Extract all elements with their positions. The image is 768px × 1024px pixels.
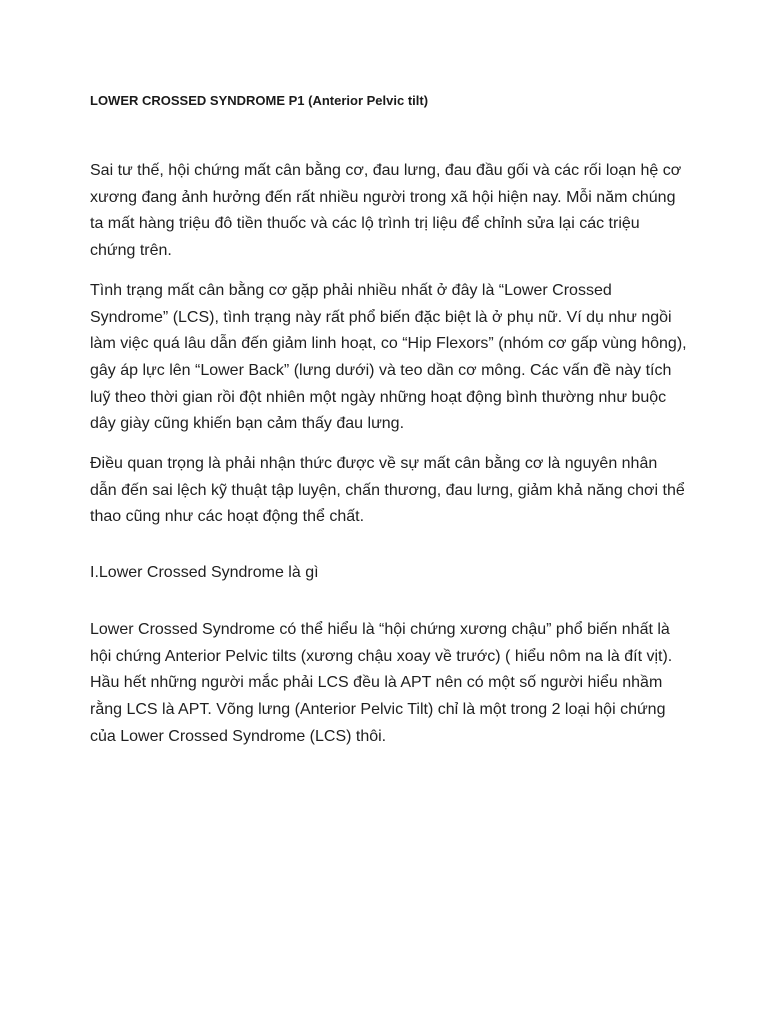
importance-paragraph: Điều quan trọng là phải nhận thức được về sự mất cân bằng cơ là nguyên nhân dẫn đến sai lệch kỹ thuật tập luyện, chấn thương, đau lưng, giảm khả năng chơi thể thao cũng như các hoạt động thể chất. [90,455,685,526]
section-paragraph: Lower Crossed Syndrome có thể hiểu là “hội chứng xương chậu” phổ biến nhất là hội chứng Anterior Pelvic tilts (xương chậu xoay về trước) ( hiểu nôm na là đít vịt). Hầu hết những người mắc phải LCS đều là APT nên có một số người hiểu nhầm rằng LCS là APT. Võng lưng (Anterior Pelvic Tilt) chỉ là một trong 2 loại hội chứng của Lower Crossed Syndrome (LCS) thôi. [90,620,673,745]
section-heading: I.Lower Crossed Syndrome là gì [90,564,319,582]
intro-paragraph: Sai tư thế, hội chứng mất cân bằng cơ, đau lưng, đau đầu gối và các rối loạn hệ cơ xương đang ảnh hưởng đến rất nhiều người trong xã hội hiện nay. Mỗi năm chúng ta mất hàng triệu đô tiền thuốc và các lộ trình trị liệu để chỉnh sửa lại các triệu chứng trên. [90,162,682,260]
document-title: LOWER CROSSED SYNDROME P1 (Anterior Pelvic tilt) [90,93,429,108]
lcs-description-paragraph: Tình trạng mất cân bằng cơ gặp phải nhiều nhất ở đây là “Lower Crossed Syndrome” (LCS), tình trạng này rất phổ biến đặc biệt là ở phụ nữ. Ví dụ như ngồi làm việc quá lâu dẫn đến giảm linh hoạt, co “Hip Flexors” (nhóm cơ gấp vùng hông), gây áp lực lên “Lower Back” (lưng dưới) và teo dần cơ mông. Các vấn đề này tích luỹ theo thời gian rồi đột nhiên một ngày những hoạt động bình thường như buộc dây giày cũng khiến bạn cảm thấy đau lưng. [90,281,687,433]
